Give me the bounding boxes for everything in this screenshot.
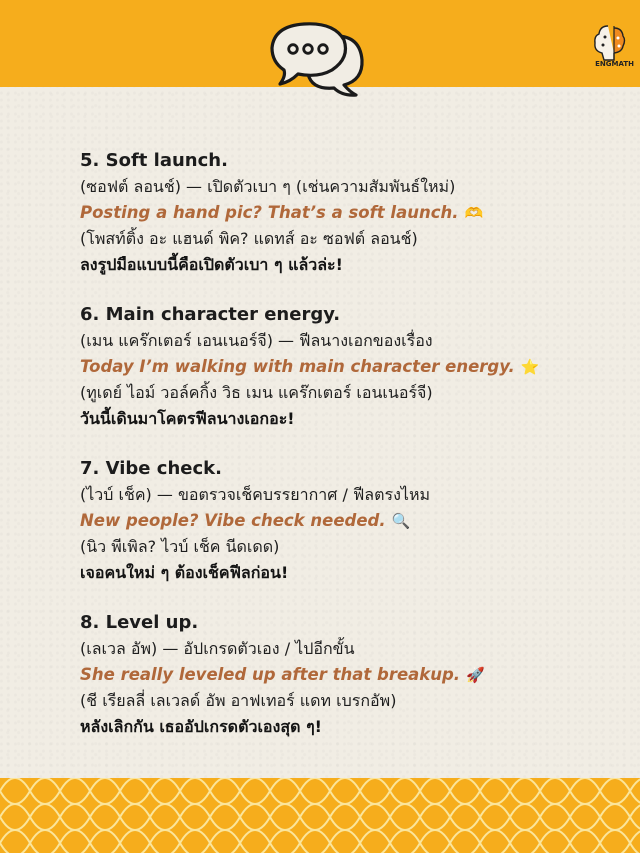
phrase-example bbox=[80, 354, 620, 380]
example-pronunciation: (ชี เรียลลี่ เลเวลด์ อัพ อาฟเทอร์ แดท เบรกอัพ) bbox=[80, 691, 397, 710]
phrase-heading: 6. Main character energy. bbox=[80, 304, 341, 325]
phrase-entry bbox=[80, 456, 620, 586]
thai-translation: ลงรูปมือแบบนี้คือเปิดตัวเบา ๆ แล้วล่ะ! bbox=[80, 255, 343, 274]
speech-bubbles-icon bbox=[266, 18, 372, 102]
phrase-heading: 5. Soft launch. bbox=[80, 150, 228, 171]
example-pronunciation: (โพสท์ติ้ง อะ แฮนด์ พิค? แดทส์ อะ ซอฟต์ ลอนช์) bbox=[80, 229, 418, 248]
example-text: Today I’m walking with main character energy. bbox=[80, 357, 515, 376]
phrase-pronunciation: (เมน แคร๊กเตอร์ เอนเนอร์จี) — ฟีลนางเอกของเรื่อง bbox=[80, 331, 433, 350]
brain-logo-icon bbox=[578, 20, 634, 62]
phrase-heading: 8. Level up. bbox=[80, 612, 199, 633]
phrase-entry bbox=[80, 302, 620, 432]
magnifier-icon: 🔍 bbox=[391, 512, 411, 530]
brand-logo bbox=[578, 20, 634, 68]
footer-honeycomb-band bbox=[0, 778, 640, 853]
hand-heart-icon: 🫶 bbox=[464, 204, 484, 222]
phrase-list bbox=[80, 148, 620, 764]
rocket-icon: 🚀 bbox=[466, 666, 485, 684]
thai-translation: หลังเลิกกัน เธออัปเกรดตัวเองสุด ๆ! bbox=[80, 717, 322, 736]
example-text: She really leveled up after that breakup. bbox=[80, 665, 461, 684]
phrase-example bbox=[80, 200, 620, 226]
thai-translation: วันนี้เดินมาโคตรฟีลนางเอกอะ! bbox=[80, 409, 295, 428]
phrase-entry bbox=[80, 148, 620, 278]
honeycomb-pattern bbox=[0, 778, 640, 853]
example-text: Posting a hand pic? That’s a soft launch. bbox=[80, 203, 459, 222]
example-pronunciation: (ทูเดย์ ไอม์ วอล์คกิ้ง วิธ เมน แคร๊กเตอร์ เอนเนอร์จี) bbox=[80, 383, 433, 402]
star-icon: ⭐ bbox=[520, 358, 540, 376]
phrase-example bbox=[80, 662, 620, 688]
phrase-pronunciation: (ไวบ์ เช็ค) — ขอตรวจเช็คบรรยากาศ / ฟีลตรงไหม bbox=[80, 485, 431, 504]
logo-text: ENGMATH bbox=[595, 60, 634, 68]
thai-translation: เจอคนใหม่ ๆ ต้องเช็คฟีลก่อน! bbox=[80, 563, 289, 582]
phrase-pronunciation: (เลเวล อัพ) — อัปเกรดตัวเอง / ไปอีกขั้น bbox=[80, 639, 355, 658]
phrase-heading: 7. Vibe check. bbox=[80, 458, 222, 479]
header-band bbox=[0, 0, 640, 87]
example-pronunciation: (นิว พีเพิล? ไวบ์ เช็ค นีดเดด) bbox=[80, 537, 280, 556]
phrase-pronunciation: (ซอฟต์ ลอนช์) — เปิดตัวเบา ๆ (เช่นความสัมพันธ์ใหม่) bbox=[80, 177, 456, 196]
phrase-example bbox=[80, 508, 620, 534]
example-text: New people? Vibe check needed. bbox=[80, 511, 386, 530]
phrase-entry bbox=[80, 610, 620, 740]
